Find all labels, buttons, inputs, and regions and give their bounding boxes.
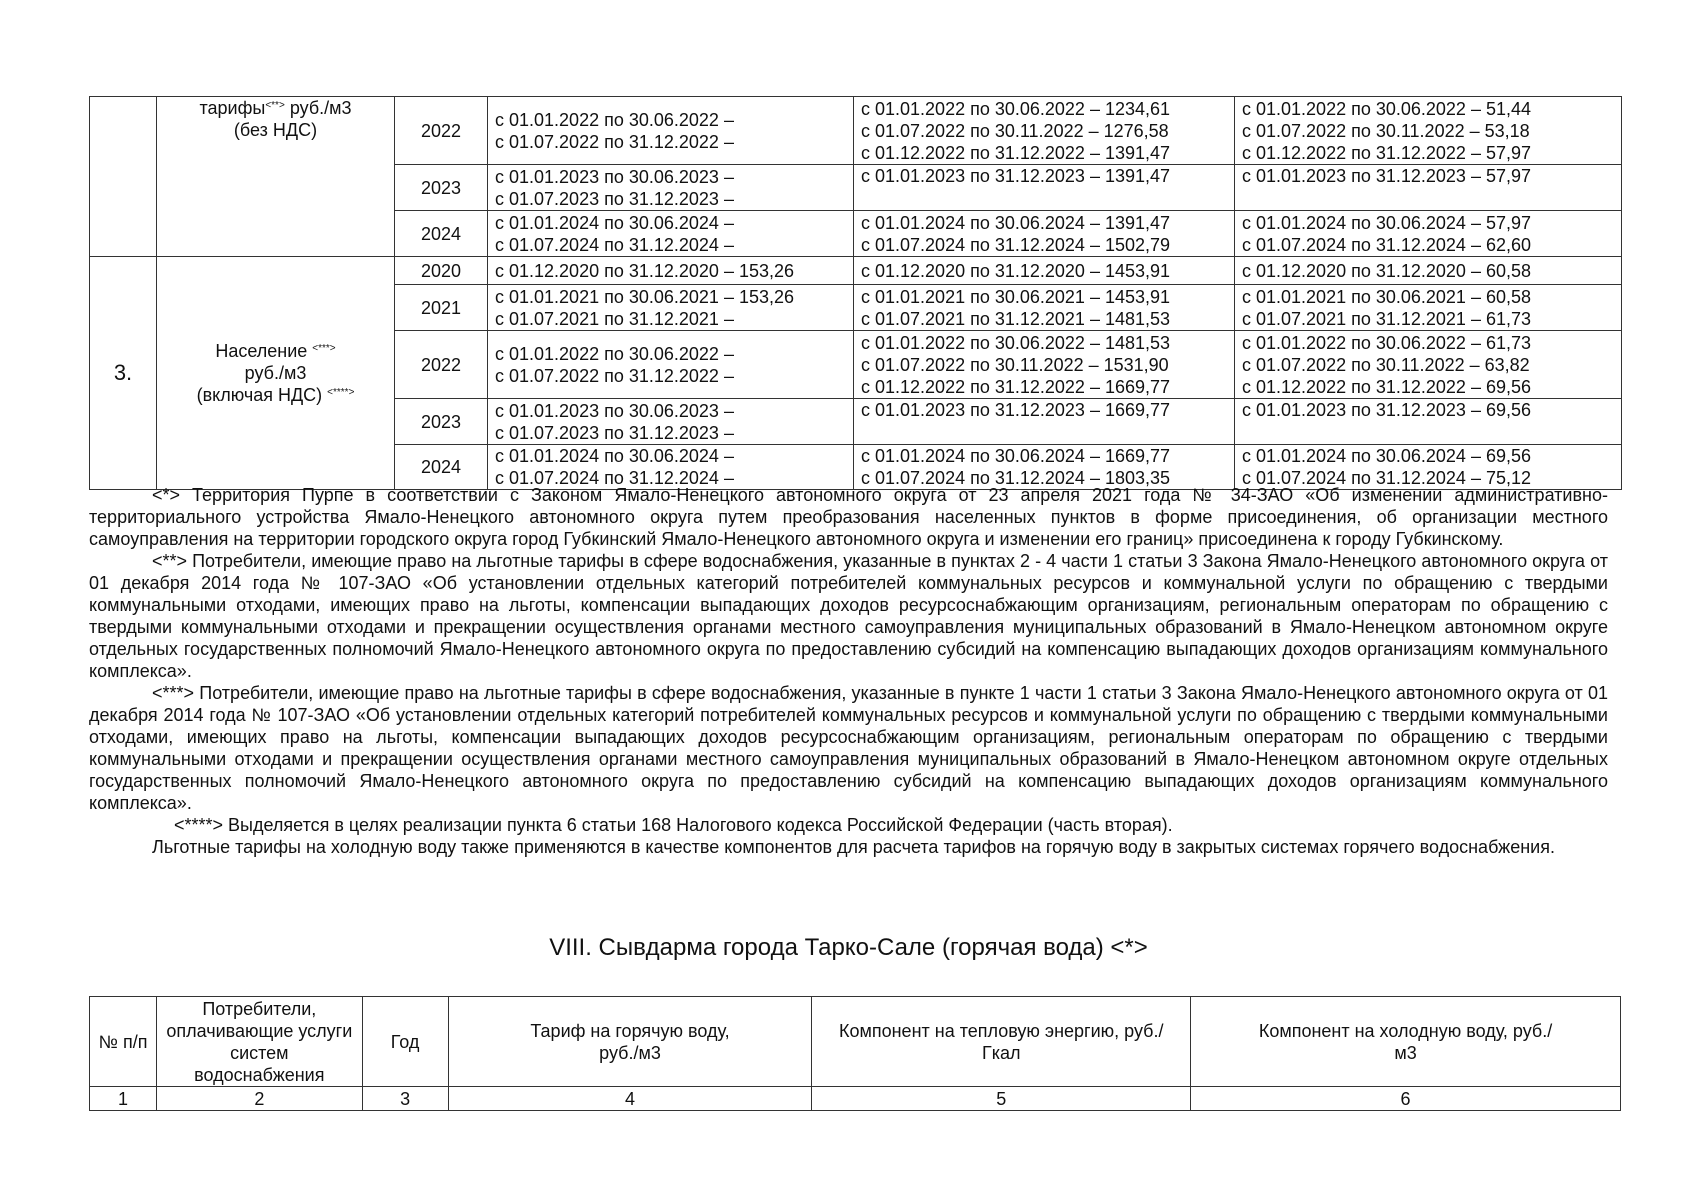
heat-component-cell [854, 97, 1235, 165]
tariff-line: с 01.01.2021 по 30.06.2021 – 153,26 [495, 286, 795, 307]
heat-line: с 01.12.2020 по 31.12.2020 – 1453,91 [861, 260, 1171, 281]
heat-line: с 01.01.2022 по 30.06.2022 – 1234,61 [861, 98, 1171, 119]
tariff-line: с 01.07.2023 по 31.12.2023 – [495, 188, 734, 209]
year-cell: 2024 [395, 445, 488, 490]
footnote-marker: <****> [327, 387, 355, 398]
column-number: 1 [90, 1087, 157, 1111]
heat-line: с 01.01.2024 по 30.06.2024 – 1669,77 [861, 446, 1171, 466]
hot-water-tariff-cell [488, 97, 854, 165]
tariff-line: с 01.01.2022 по 30.06.2022 – [495, 109, 734, 130]
tariff-line: с 01.07.2024 по 31.12.2024 – [495, 468, 734, 488]
year-cell: 2024 [395, 211, 488, 257]
footnote-double-asterisk: <**> Потребители, имеющие право на льготные тарифы в сфере водоснабжения, указанные в пунктах 2 - 4 части 1 статьи 3 Закона Ямало-Ненецкого автономного округа от 01 декабря 2014 года № 107-ЗАО «Об установлении отдельных категорий потребителей коммунальных ресурсов и коммунальной услуги по обращению с твердыми коммунальными отходами, имеющих право на льготы, компенсации выпадающих доходов ресурсоснабжающим организациям, региональным операторам по обращению с твердыми коммунальными отходами и прекращении осуществления органами местного самоуправления муниципальных образований в Ямало-Ненецком автономном округе отдельных государственных полномочий Ямало-Ненецкого автономного округа по предоставлению субсидий на компенсацию выпадающих доходов организациям коммунального комплекса». [89, 551, 1608, 681]
cold-component-cell [1235, 97, 1622, 165]
table-row [90, 97, 1622, 165]
heat-component-cell [854, 331, 1235, 399]
table-row [90, 257, 1622, 285]
header-cold-component: Компонент на холодную воду, руб./м3 [1191, 997, 1621, 1087]
hot-water-tariff-table [89, 996, 1621, 1111]
cold-line: с 01.07.2022 по 30.11.2022 – 63,82 [1242, 354, 1530, 375]
tariff-line: с 01.01.2022 по 30.06.2022 – [495, 343, 734, 364]
heat-component-cell [854, 285, 1235, 331]
tariff-line: с 01.01.2024 по 30.06.2024 – [495, 212, 734, 233]
year-cell: 2023 [395, 165, 488, 211]
tariff-table-continued [89, 96, 1622, 490]
category-unit: руб./м3 [244, 363, 307, 383]
column-number: 2 [157, 1087, 362, 1111]
cold-line: с 01.07.2021 по 31.12.2021 – 61,73 [1242, 308, 1531, 329]
cold-line: с 01.01.2024 по 30.06.2024 – 69,56 [1242, 446, 1531, 466]
cold-line: с 01.07.2024 по 31.12.2024 – 75,12 [1242, 468, 1531, 488]
tariff-line: с 01.12.2020 по 31.12.2020 – 153,26 [495, 260, 795, 281]
cold-line: с 01.01.2024 по 30.06.2024 – 57,97 [1242, 212, 1531, 233]
hot-water-tariff-cell [488, 399, 854, 445]
year-cell: 2022 [395, 97, 488, 165]
heat-line: с 01.07.2022 по 30.11.2022 – 1531,90 [861, 354, 1169, 375]
footnote-territory: <*> Территория Пурпе в соответствии с Законом Ямало-Ненецкого автономного округа от 23 апреля 2021 года № 34-ЗАО «Об изменении административно-территориального устройства Ямало-Ненецкого автономного округа путем преобразования населенных пунктов в форме присоединения, об организации местного самоуправления на территории городского округа город Губкинский Ямало-Ненецкого автономного округа и изменении его границ» присоединена к городу Губкинскому. [89, 485, 1608, 549]
note-cold-water-components: Льготные тарифы на холодную воду также применяются в качестве компонентов для расчета тарифов на горячую воду в закрытых системах горячего водоснабжения. [152, 837, 1555, 857]
column-number: 6 [1191, 1087, 1621, 1111]
tariff-line: с 01.07.2022 по 31.12.2022 – [495, 365, 734, 386]
cold-component-cell [1235, 285, 1622, 331]
heat-component-cell [854, 399, 1235, 445]
heat-component-cell [854, 257, 1235, 285]
cold-line: с 01.01.2023 по 31.12.2023 – 69,56 [1242, 400, 1531, 420]
heat-line: с 01.12.2022 по 31.12.2022 – 1391,47 [861, 142, 1171, 163]
hot-water-tariff-cell [488, 211, 854, 257]
row-number-cell [90, 97, 157, 257]
tariff-line: с 01.07.2024 по 31.12.2024 – [495, 234, 734, 255]
cold-line: с 01.01.2023 по 31.12.2023 – 57,97 [1242, 166, 1531, 186]
hot-water-tariff-cell [488, 445, 854, 490]
heat-line: с 01.12.2022 по 31.12.2022 – 1669,77 [861, 376, 1171, 397]
heat-component-cell [854, 211, 1235, 257]
heat-component-cell [854, 445, 1235, 490]
header-heat-component: Компонент на тепловую энергию, руб./Гкал [812, 997, 1191, 1087]
heat-line: с 01.07.2024 по 31.12.2024 – 1803,35 [861, 468, 1171, 488]
tariff-line: с 01.07.2021 по 31.12.2021 – [495, 308, 734, 329]
year-cell: 2021 [395, 285, 488, 331]
heat-line: с 01.01.2024 по 30.06.2024 – 1391,47 [861, 212, 1171, 233]
year-cell: 2022 [395, 331, 488, 399]
heat-component-cell [854, 165, 1235, 211]
cold-line: с 01.07.2024 по 31.12.2024 – 62,60 [1242, 234, 1531, 255]
tariff-line: с 01.07.2022 по 31.12.2022 – [495, 131, 734, 152]
heat-line: с 01.07.2021 по 31.12.2021 – 1481,53 [861, 308, 1171, 329]
cold-component-cell [1235, 399, 1622, 445]
tariff-line: с 01.01.2023 по 30.06.2023 – [495, 166, 734, 187]
section-title: VIII. Сывдарма города Тарко-Сале (горячая вода) <*> [549, 934, 1148, 961]
header-number: № п/п [90, 997, 157, 1087]
hot-water-tariff-cell [488, 257, 854, 285]
tariff-line: с 01.01.2023 по 30.06.2023 – [495, 400, 734, 421]
heat-line: с 01.07.2022 по 30.11.2022 – 1276,58 [861, 120, 1169, 141]
heat-line: с 01.07.2024 по 31.12.2024 – 1502,79 [861, 234, 1171, 255]
footnote-marker: <***> [312, 343, 336, 354]
hot-water-tariff-cell [488, 285, 854, 331]
category-note: (без НДС) [233, 120, 318, 140]
consumer-category-cell [157, 257, 395, 490]
column-number: 4 [448, 1087, 812, 1111]
column-number-row [90, 1087, 1621, 1111]
column-number: 3 [362, 1087, 448, 1111]
category-note: (включая НДС) [196, 385, 323, 405]
cold-line: с 01.12.2020 по 31.12.2020 – 60,58 [1242, 260, 1531, 281]
header-hot-water-tariff: Тариф на горячую воду, руб./м3 [448, 997, 812, 1087]
category-label: тарифы [199, 98, 266, 118]
row-number-cell: 3. [90, 257, 157, 490]
heat-line: с 01.01.2022 по 30.06.2022 – 1481,53 [861, 332, 1171, 353]
cold-line: с 01.01.2022 по 30.06.2022 – 51,44 [1242, 98, 1531, 119]
cold-line: с 01.07.2022 по 30.11.2022 – 53,18 [1242, 120, 1530, 141]
footnote-quadruple-asterisk: <****> Выделяется в целях реализации пункта 6 статьи 168 Налогового кодекса Российской Федерации (часть вторая). [174, 815, 1173, 835]
tariff-line: с 01.01.2024 по 30.06.2024 – [495, 446, 734, 466]
cold-component-cell [1235, 165, 1622, 211]
heat-line: с 01.01.2023 по 31.12.2023 – 1669,77 [861, 400, 1171, 420]
cold-line: с 01.01.2021 по 30.06.2021 – 60,58 [1242, 286, 1531, 307]
heat-line: с 01.01.2021 по 30.06.2021 – 1453,91 [861, 286, 1171, 307]
footnote-marker: <**> [265, 100, 285, 111]
cold-component-cell [1235, 331, 1622, 399]
cold-component-cell [1235, 445, 1622, 490]
heat-line: с 01.01.2023 по 31.12.2023 – 1391,47 [861, 166, 1171, 186]
category-unit: руб./м3 [289, 98, 352, 118]
cold-line: с 01.12.2022 по 31.12.2022 – 69,56 [1242, 376, 1531, 397]
hot-water-tariff-cell [488, 331, 854, 399]
tariff-line: с 01.07.2023 по 31.12.2023 – [495, 422, 734, 443]
column-number: 5 [812, 1087, 1191, 1111]
footnotes [89, 484, 1608, 858]
cold-line: с 01.12.2022 по 31.12.2022 – 57,97 [1242, 142, 1531, 163]
hot-water-tariff-cell [488, 165, 854, 211]
category-label: Население [215, 341, 308, 361]
consumer-category-cell [157, 97, 395, 257]
year-cell: 2020 [395, 257, 488, 285]
footnote-triple-asterisk: <***> Потребители, имеющие право на льготные тарифы в сфере водоснабжения, указанные в пункте 1 части 1 статьи 3 Закона Ямало-Ненецкого автономного округа от 01 декабря 2014 года № 107-ЗАО «Об установлении отдельных категорий потребителей коммунальных ресурсов и коммунальной услуги по обращению с твердыми коммунальными отходами, имеющих право на льготы, компенсации выпадающих доходов ресурсоснабжающим организациям, региональным операторам по обращению с твердыми коммунальными отходами и прекращении осуществления органами местного самоуправления муниципальных образований в Ямало-Ненецком автономном округе отдельных государственных полномочий Ямало-Ненецкого автономного округа по предоставлению субсидий на компенсацию выпадающих доходов организациям коммунального комплекса». [89, 683, 1608, 813]
year-cell: 2023 [395, 399, 488, 445]
cold-component-cell [1235, 257, 1622, 285]
cold-line: с 01.01.2022 по 30.06.2022 – 61,73 [1242, 332, 1531, 353]
header-year: Год [362, 997, 448, 1087]
header-consumers: Потребители, оплачивающие услуги систем водоснабжения [157, 997, 362, 1087]
cold-component-cell [1235, 211, 1622, 257]
table-header-row [90, 997, 1621, 1087]
